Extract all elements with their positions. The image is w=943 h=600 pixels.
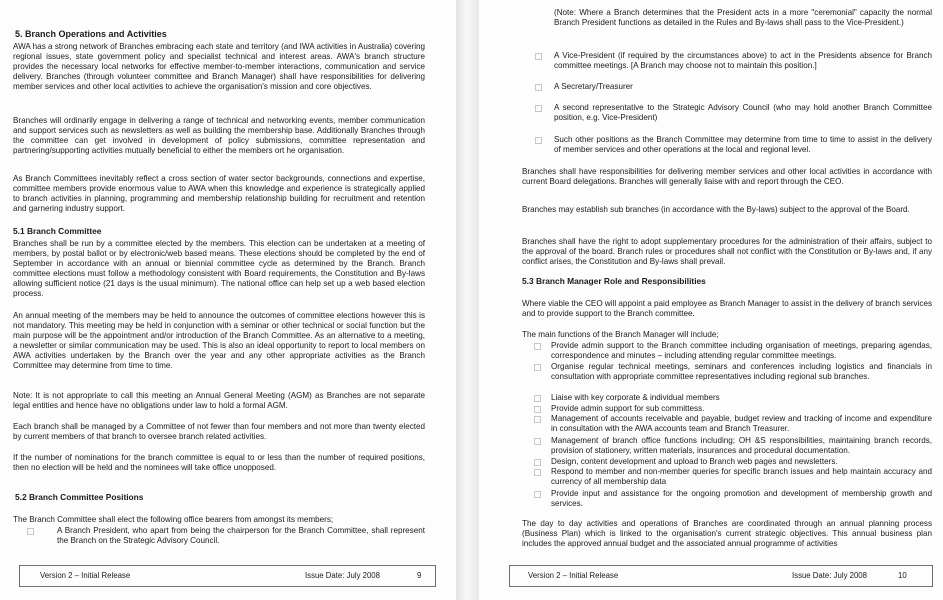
section-5-heading: 5. Branch Operations and Activities [15, 29, 167, 39]
list-item-text: Such other positions as the Branch Committee may determine from time to time to assist in the delivery of member services and other operations at the local and regional level. [554, 135, 932, 154]
footer-page-number: 10 [898, 571, 907, 580]
list-item [534, 489, 932, 509]
footer-version: Version 2 – Initial Release [528, 571, 619, 580]
paragraph: The Branch Committee shall elect the following office bearers from amongst its members; [13, 515, 334, 524]
checkbox-bullet-icon [535, 105, 542, 112]
list-item-text: Provide input and assistance for the ongoing promotion and development of membership growth and services. [551, 489, 932, 508]
checkbox-bullet-icon [27, 528, 34, 535]
paragraph: The main functions of the Branch Manager will include; [522, 330, 719, 339]
checkbox-bullet-icon [534, 459, 541, 466]
paragraph: An annual meeting of the members may be held to announce the outcomes of committee elections however this is not mandatory. This meeting may be held in conjunction with a seminar or other technical or social function but the main purpose will be the appointment and/or introduction of the Branch Committee. As an alternative to a meeting, a newsletter or similar communication may be used. This is also an ideal opportunity to report to local members on AWA activities undertaken by the Branch over the year and any other appropriate activities as the Branch Committee may determine from time to time. [13, 311, 425, 370]
paragraph: Note: It is not appropriate to call this meeting an Annual General Meeting (AGM) as Branches are not separate legal entities and hence have no obligations under law to hold a formal AGM. [13, 391, 425, 410]
checkbox-bullet-icon [534, 406, 541, 413]
section-5-1-heading: 5.1 Branch Committee [13, 226, 102, 236]
list-item [534, 436, 932, 456]
section-5-2-heading: 5.2 Branch Committee Positions [15, 492, 144, 502]
list-item [535, 51, 932, 71]
list-item-text: Liaise with key corporate & individual members [551, 393, 720, 402]
checkbox-bullet-icon [535, 137, 542, 144]
paragraph: If the number of nominations for the branch committee is equal to or less than the number of required positions, then no election will be held and the nominees will take office unopposed. [13, 453, 425, 472]
paragraph: AWA has a strong network of Branches embracing each state and territory (and IWA activities in Australia) covering regional issues, state government policy and specialist technical and interest areas. AWA's branch structure provides the necessary local networks for effective member-to-member interactions, communication and service delivery. Branches (through volunteer committee and Branch Manager) shall have responsibilities for delivering member services and other local activities to achieve the organisation's mission and core objectives. [13, 42, 425, 91]
list-item [534, 404, 932, 414]
list-item [535, 103, 932, 123]
page-footer [19, 565, 436, 587]
list-item [534, 341, 932, 361]
footer-issue-date: Issue Date: July 2008 [792, 571, 867, 580]
paragraph: Each branch shall be managed by a Committee of not fewer than four members and not more than twenty elected by current members of that branch to oversee branch related activities. [13, 422, 425, 441]
list-item [534, 393, 932, 403]
footer-page-number: 9 [417, 571, 422, 580]
page-footer [509, 565, 933, 587]
list-item [534, 414, 932, 434]
paragraph: As Branch Committees inevitably reflect a cross section of water sector backgrounds, connections and expertise, committee members provide enormous value to AWA when this knowledge and experience is strategically applied to branch activities in planning, programming and membership relationship building for recruitment and retention and garnering industry support. [13, 174, 425, 213]
paragraph: Where viable the CEO will appoint a paid employee as Branch Manager to assist in the delivery of branch services and to provide support to the Branch committee. [522, 299, 932, 318]
list-item [535, 135, 932, 155]
checkbox-bullet-icon [534, 395, 541, 402]
section-5-3-heading: 5.3 Branch Manager Role and Responsibilities [522, 276, 706, 286]
list-item-text: Management of accounts receivable and payable, budget review and tracking of income and expenditure in consultation with the AWA accounts team and Branch Treasurer. [551, 414, 932, 433]
paragraph: Branches shall have the right to adopt supplementary procedures for the administration of their affairs, subject to the approval of the board. Branch rules or procedures shall not conflict with the Constitution or By-laws and, if any conflict arises, the Constitution and By-laws shall prevail. [522, 237, 932, 266]
left-page [0, 0, 456, 600]
paragraph: Branches will ordinarily engage in delivering a range of technical and networking events, member communication and support services such as newsletters as well as building the membership base. Additionally Branches through the committee can get involved in development of policy submissions, committee representation and partnering/supporting activities mutually beneficial to either the members ort he organisation. [13, 116, 425, 155]
footer-version: Version 2 – Initial Release [40, 571, 131, 580]
checkbox-bullet-icon [534, 491, 541, 498]
note-paragraph: (Note: Where a Branch determines that the President acts in a more "ceremonial" capacity the normal Branch President functions as detailed in the Rules and By-laws shall pass to the Vice-President.) [554, 8, 932, 27]
footer-issue-date: Issue Date: July 2008 [305, 571, 380, 580]
paragraph: Branches shall have responsibilities for delivering member services and other local activities in accordance with current Board delegations. Branches will generally liaise with and report through the CEO. [522, 167, 932, 186]
list-item-text: Provide admin support to the Branch committee including organisation of meetings, preparing agendas, correspondence and minutes – including attending regular committee meetings. [551, 341, 932, 360]
paragraph: Branches shall be run by a committee elected by the members. This election can be undertaken at a meeting of members, by postal ballot or by electronic/web based means. These elections should be completed by the end of September in accordance with an annual or biennial committee cycle as determined by the Branch. Branch committee elections must follow a methodology consistent with Board requirements, the Constitution and By-laws allowing sufficient notice (21 days is the usual minimum). The national office can help set up a web based election process. [13, 239, 425, 298]
list-item [535, 82, 932, 92]
list-item-text: Management of branch office functions including; OH &S responsibilities, maintaining branch records, provision of stationery, written materials, insurances and procedural documentation. [551, 436, 932, 455]
list-item [534, 457, 932, 467]
checkbox-bullet-icon [534, 469, 541, 476]
checkbox-bullet-icon [534, 343, 541, 350]
list-item-text: Respond to member and non-member queries for specific branch issues and help maintain accuracy and currency of all membership data [551, 467, 932, 486]
checkbox-bullet-icon [534, 438, 541, 445]
checkbox-bullet-icon [534, 364, 541, 371]
list-item-text: A Vice-President (if required by the circumstances above) to act in the Presidents absence for Branch committee meetings. [A Branch may choose not to maintain this position.] [554, 51, 932, 70]
right-page [479, 0, 943, 600]
list-item [534, 467, 932, 487]
list-item-text: Design, content development and upload to Branch web pages and newsletters. [551, 457, 838, 466]
list-item-text: A Branch President, who apart from being the chairperson for the Branch Committee, shall represent the Branch on the Strategic Advisory Council. [57, 526, 425, 545]
list-item-text: A Secretary/Treasurer [554, 82, 633, 91]
list-item [27, 526, 425, 546]
checkbox-bullet-icon [535, 53, 542, 60]
page-gutter [456, 0, 479, 600]
checkbox-bullet-icon [535, 84, 542, 91]
paragraph: The day to day activities and operations of Branches are coordinated through an annual planning process (Business Plan) which is linked to the organisation's current strategic objectives. This annual business plan includes the approved annual budget and the associated annual programme of activities [522, 519, 932, 548]
list-item [534, 362, 932, 382]
list-item-text: Organise regular technical meetings, seminars and conferences including logistics and financials in consultation with appropriate committee representatives including regional sub branches. [551, 362, 932, 381]
paragraph: Branches may establish sub branches (in accordance with the By-laws) subject to the approval of the Board. [522, 205, 910, 214]
list-item-text: A second representative to the Strategic Advisory Council (who may hold another Branch Committee position, e.g. Vice-President) [554, 103, 932, 122]
checkbox-bullet-icon [534, 416, 541, 423]
list-item-text: Provide admin support for sub committess. [551, 404, 705, 413]
